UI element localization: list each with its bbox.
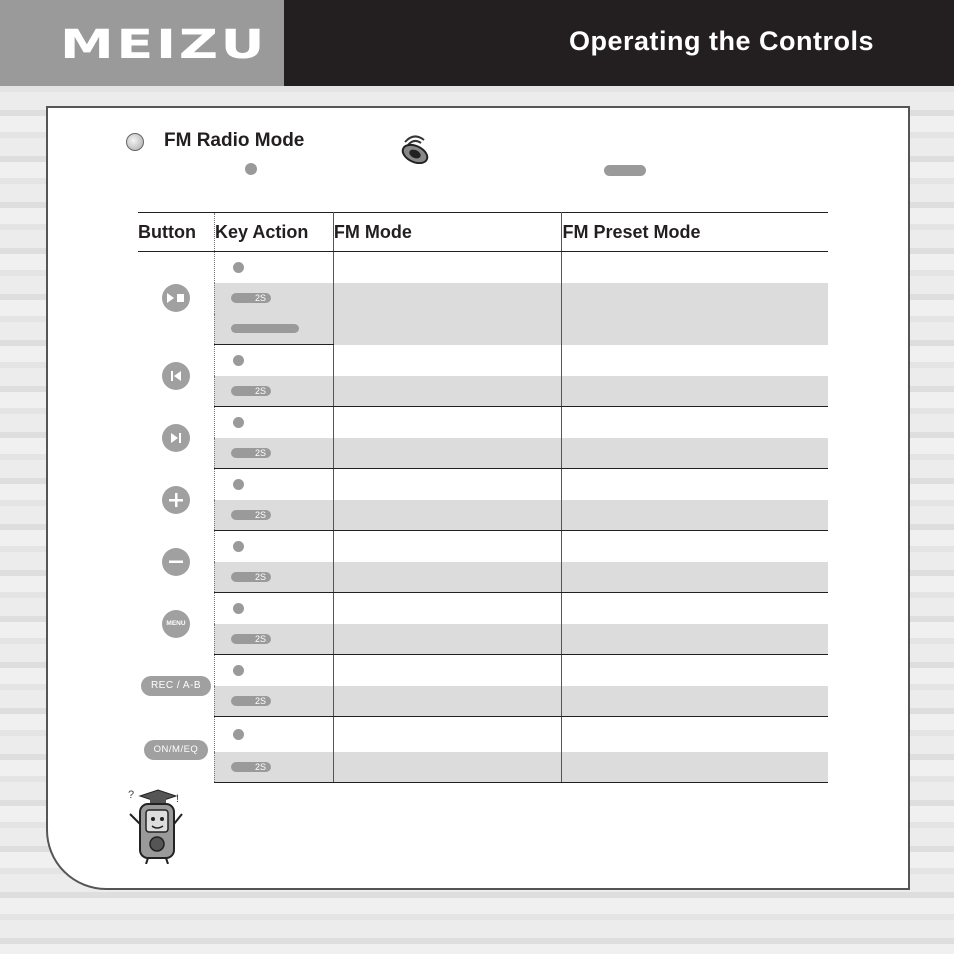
button-cell <box>138 717 214 783</box>
section-title: FM Radio Mode <box>164 130 305 151</box>
key-action-cell <box>214 562 333 593</box>
play-pause-button[interactable] <box>162 284 190 312</box>
key-action-cell <box>214 717 333 752</box>
button-cell <box>138 252 214 345</box>
table-row <box>138 438 828 469</box>
table-header-row <box>138 213 828 252</box>
key-action-cell <box>214 531 333 562</box>
table-row <box>138 562 828 593</box>
volume-down-button[interactable] <box>162 548 190 576</box>
preset-mode-cell <box>562 752 828 783</box>
short-press-icon <box>233 262 244 273</box>
preset-mode-cell <box>562 376 828 407</box>
fm-radio-icon <box>396 132 432 164</box>
table-row <box>138 376 828 407</box>
page-header <box>0 0 954 86</box>
key-action-cell <box>214 500 333 531</box>
table-row <box>138 593 828 624</box>
controls-table <box>138 212 828 783</box>
header-button: Button <box>138 213 214 252</box>
meizu-logo: MEIZU <box>60 22 268 68</box>
preset-mode-cell <box>562 407 828 438</box>
preset-mode-cell <box>562 469 828 500</box>
key-action-cell <box>214 593 333 624</box>
preset-mode-cell <box>562 624 828 655</box>
button-cell <box>138 469 214 531</box>
key-action-cell <box>214 283 333 314</box>
preset-mode-cell <box>562 438 828 469</box>
hold-2s-icon: 2S <box>231 696 271 706</box>
svg-text:?: ? <box>128 789 135 801</box>
bullet-icon <box>126 133 144 151</box>
table-row <box>138 717 828 752</box>
preset-mode-cell <box>562 345 828 376</box>
button-cell <box>138 407 214 469</box>
button-cell <box>138 593 214 655</box>
fm-mode-cell <box>333 376 562 407</box>
fm-mode-cell <box>333 500 562 531</box>
table-row <box>138 531 828 562</box>
key-action-cell <box>214 345 333 376</box>
button-cell <box>138 345 214 407</box>
key-action-cell <box>214 655 333 686</box>
key-action-cell <box>214 752 333 783</box>
fm-mode-cell <box>333 593 562 624</box>
table-row <box>138 500 828 531</box>
table-row <box>138 624 828 655</box>
header-fm-mode: FM Mode <box>333 213 562 252</box>
fm-mode-cell <box>333 655 562 686</box>
next-button[interactable] <box>162 424 190 452</box>
table-row <box>138 655 828 686</box>
key-action-cell <box>214 624 333 655</box>
title-bar <box>284 0 954 86</box>
table-row <box>138 752 828 783</box>
svg-text:!: ! <box>176 793 180 805</box>
preset-mode-cell <box>562 655 828 686</box>
previous-button[interactable] <box>162 362 190 390</box>
rec-ab-button[interactable]: REC / A-B <box>141 676 211 696</box>
button-cell <box>138 531 214 593</box>
preset-mode-cell <box>562 500 828 531</box>
preset-mode-cell <box>562 717 828 752</box>
fm-mode-cell <box>333 283 562 345</box>
button-cell <box>138 655 214 717</box>
hold-2s-icon: 2S <box>231 572 271 582</box>
hold-2s-icon: 2S <box>231 762 271 772</box>
key-action-cell <box>214 376 333 407</box>
preset-mode-cell <box>562 593 828 624</box>
preset-mode-cell <box>562 562 828 593</box>
preset-mode-cell <box>562 283 828 345</box>
short-press-icon <box>233 541 244 552</box>
short-press-legend-icon <box>245 163 257 175</box>
on-m-eq-button[interactable]: ON/M/EQ <box>144 740 209 760</box>
fm-mode-cell <box>333 531 562 562</box>
content-panel <box>46 106 910 890</box>
menu-button[interactable]: MENU <box>162 610 190 638</box>
plus-icon <box>169 493 183 507</box>
fm-mode-cell <box>333 469 562 500</box>
table-row <box>138 407 828 438</box>
fm-mode-cell <box>333 562 562 593</box>
table-row <box>138 469 828 500</box>
fm-mode-cell <box>333 624 562 655</box>
fm-mode-cell <box>333 252 562 283</box>
fm-mode-cell <box>333 407 562 438</box>
fm-mode-cell <box>333 717 562 752</box>
page-title: Operating the Controls <box>568 26 874 56</box>
hold-2s-icon: 2S <box>231 386 271 396</box>
mascot-player-icon <box>126 784 186 864</box>
fm-mode-cell <box>333 752 562 783</box>
fm-mode-cell <box>333 438 562 469</box>
preset-mode-cell <box>562 252 828 283</box>
fm-mode-cell <box>333 345 562 376</box>
hold-2s-icon: 2S <box>231 293 271 303</box>
short-press-icon <box>233 729 244 740</box>
fm-mode-cell <box>333 686 562 717</box>
short-press-icon <box>233 603 244 614</box>
logo-area <box>0 0 284 86</box>
table-row <box>138 252 828 283</box>
header-key-action: Key Action <box>214 213 333 252</box>
minus-icon <box>169 560 183 564</box>
short-press-icon <box>233 355 244 366</box>
short-press-icon <box>233 479 244 490</box>
key-action-cell <box>214 252 333 283</box>
long-press-legend-icon <box>604 165 646 176</box>
table-row <box>138 345 828 376</box>
table-row <box>138 283 828 314</box>
key-action-cell <box>214 686 333 717</box>
hold-2s-icon: 2S <box>231 510 271 520</box>
next-icon <box>170 433 182 443</box>
preset-mode-cell <box>562 686 828 717</box>
key-action-cell <box>214 314 333 345</box>
key-action-cell <box>214 438 333 469</box>
play-pause-icon <box>167 293 185 303</box>
hold-2s-icon: 2S <box>231 634 271 644</box>
previous-icon <box>170 371 182 381</box>
key-action-cell <box>214 469 333 500</box>
preset-mode-cell <box>562 531 828 562</box>
short-press-icon <box>233 417 244 428</box>
long-hold-icon <box>231 324 299 333</box>
header-preset-mode: FM Preset Mode <box>562 213 828 252</box>
short-press-icon <box>233 665 244 676</box>
hold-2s-icon: 2S <box>231 448 271 458</box>
volume-up-button[interactable] <box>162 486 190 514</box>
table-row <box>138 686 828 717</box>
key-action-cell <box>214 407 333 438</box>
